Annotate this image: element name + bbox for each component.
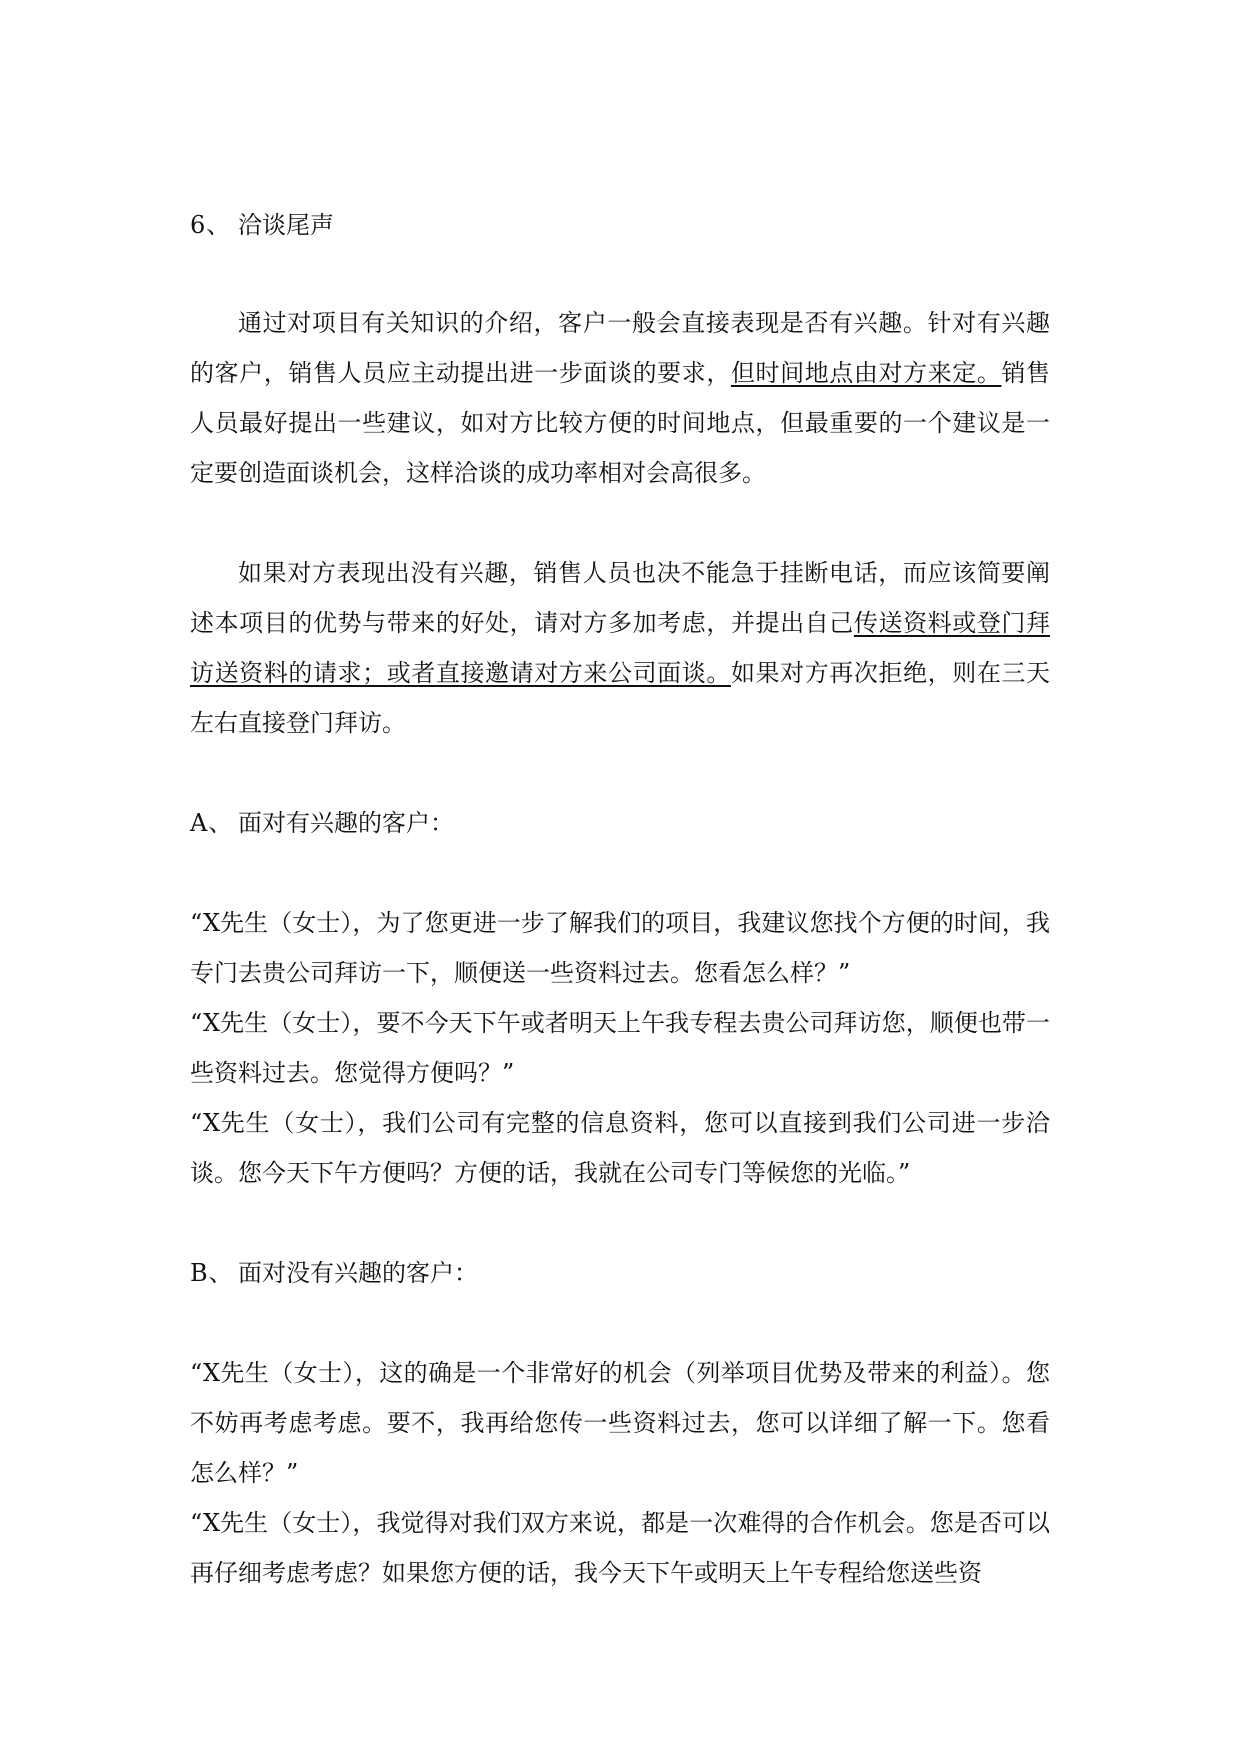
- paragraph-text: 如果对方再次拒绝，则在三天左右直接登门拜访。: [190, 659, 1051, 737]
- quote-interested-1: “X先生（女士），为了您更进一步了解我们的项目，我建议您找个方便的时间，我专门去贵公司拜访一下，顺便送一些资料过去。您看怎么样？”: [190, 909, 1050, 987]
- paragraph-text: 通过对项目有关知识的介绍，客户一般会直接表现是否有兴趣。针对有兴趣的客户，销售人员应主动提出进一步面谈的要求，: [190, 309, 1050, 387]
- paragraph-interested-followup: [190, 298, 1050, 498]
- section-title: 面对有兴趣的客户：: [238, 809, 454, 837]
- section-title: 洽谈尾声: [238, 211, 334, 239]
- section-heading-6: [190, 200, 1050, 250]
- paragraph-not-interested: [190, 548, 1050, 748]
- section-heading-b: [190, 1248, 1050, 1298]
- quote-not-interested-2: “X先生（女士），我觉得对我们双方来说，都是一次难得的合作机会。您是否可以再仔细考虑考虑？如果您方便的话，我今天下午或明天上午专程给您送些资: [190, 1509, 1050, 1587]
- paragraph-text: 如果对方表现出没有兴趣，销售人员也决不能急于挂断电话，而应该简要阐述本项目的优势与带来的好处，请对方多加考虑，并提出自己: [190, 559, 1050, 637]
- paragraph-text: 销售人员最好提出一些建议，如对方比较方便的时间地点，但最重要的一个建议是一定要创造面谈机会，这样洽谈的成功率相对会高很多。: [190, 359, 1051, 487]
- quote-not-interested-1: “X先生（女士），这的确是一个非常好的机会（列举项目优势及带来的利益）。您不妨再考虑考虑。要不，我再给您传一些资料过去，您可以详细了解一下。您看怎么样？”: [190, 1359, 1050, 1487]
- section-letter: B、: [190, 1259, 234, 1287]
- underlined-text: 传送资料或登门拜访送资料的请求；或者直接邀请对方来公司面谈。: [190, 609, 1051, 687]
- section-heading-a: [190, 798, 1050, 848]
- quote-interested-3: “X先生（女士），我们公司有完整的信息资料，您可以直接到我们公司进一步洽谈。您今天下午方便吗？方便的话，我就在公司专门等候您的光临。”: [190, 1109, 1050, 1187]
- document-body: [190, 200, 1050, 1598]
- section-number: 6、: [190, 211, 232, 239]
- quote-interested-2: “X先生（女士），要不今天下午或者明天上午我专程去贵公司拜访您，顺便也带一些资料过去。您觉得方便吗？”: [190, 1009, 1050, 1087]
- section-title: 面对没有兴趣的客户：: [238, 1259, 478, 1287]
- underlined-text: 但时间地点由对方来定。: [730, 359, 1002, 387]
- section-letter: A、: [190, 809, 234, 837]
